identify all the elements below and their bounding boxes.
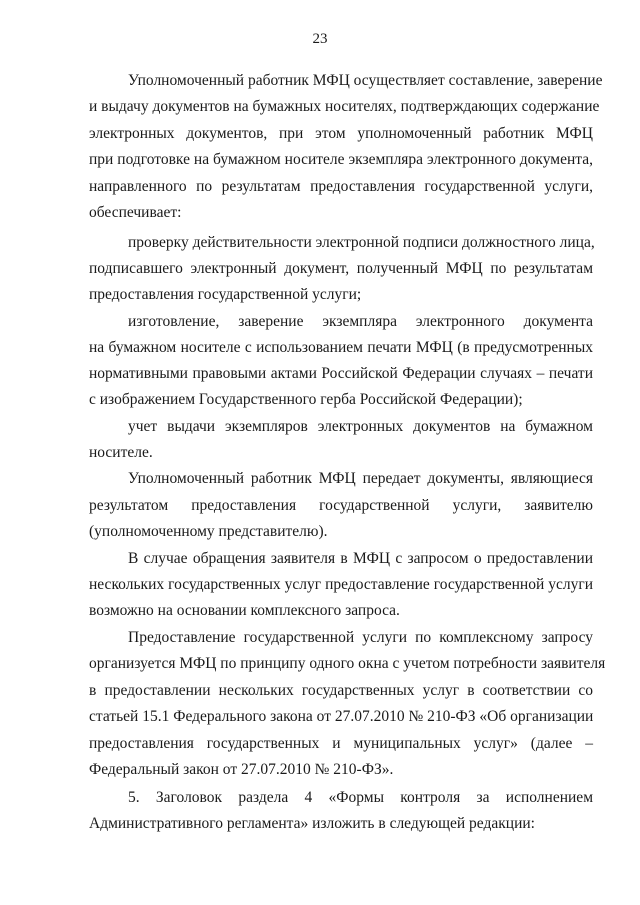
text-line: проверку действительности электронной подписи должностного лица, xyxy=(128,234,595,251)
text-line: предоставления государственной услуги; xyxy=(89,286,362,303)
text-line: с изображением Государственного герба Российской Федерации); xyxy=(89,391,523,408)
text-line: Уполномоченный работник МФЦ передает документы, являющиеся xyxy=(128,470,593,487)
text-line: Административного регламента» изложить в следующей редакции: xyxy=(89,815,535,832)
text-line: В случае обращения заявителя в МФЦ с запросом о предоставлении xyxy=(128,550,593,567)
text-line: статьей 15.1 Федерального закона от 27.07.2010 № 210-ФЗ «Об организации xyxy=(89,708,594,725)
text-line: нормативными правовыми актами Российской Федерации случаях – печати xyxy=(89,365,593,382)
text-line: предоставления государственных и муниципальных услуг» (далее – xyxy=(89,735,593,752)
text-line: при подготовке на бумажном носителе экземпляра электронного документа, xyxy=(89,151,593,168)
text-line: организуется МФЦ по принципу одного окна с учетом потребности заявителя xyxy=(89,655,606,672)
text-line: обеспечивает: xyxy=(89,204,182,221)
text-line: возможно на основании комплексного запроса. xyxy=(89,602,400,619)
text-line: результатом предоставления государственной услуги, заявителю xyxy=(89,497,593,514)
text-line: 5. Заголовок раздела 4 «Формы контроля за исполнением xyxy=(128,789,593,806)
text-line: и выдачу документов на бумажных носителях, подтверждающих содержание xyxy=(89,98,600,115)
text-line: подписавшего электронный документ, полученный МФЦ по результатам xyxy=(89,260,593,277)
text-line: (уполномоченному представителю). xyxy=(89,523,328,540)
text-line: носителе. xyxy=(89,444,153,461)
text-line: Уполномоченный работник МФЦ осуществляет составление, заверение xyxy=(128,72,603,89)
text-line: изготовление, заверение экземпляра электронного документа xyxy=(128,313,593,330)
text-line: учет выдачи экземпляров электронных документов на бумажном xyxy=(128,418,593,435)
text-line: Федеральный закон от 27.07.2010 № 210-ФЗ». xyxy=(89,761,394,778)
text-line: Предоставление государственной услуги по комплексному запросу xyxy=(128,629,593,646)
text-line: направленного по результатам предоставления государственной услуги, xyxy=(89,178,593,195)
page-number: 23 xyxy=(312,31,328,47)
text-line: нескольких государственных услуг предоставление государственной услуги xyxy=(89,576,593,593)
text-line: в предоставлении нескольких государственных услуг в соответствии со xyxy=(89,682,593,699)
text-line: электронных документов, при этом уполномоченный работник МФЦ xyxy=(89,125,593,142)
text-line: на бумажном носителе с использованием печати МФЦ (в предусмотренных xyxy=(89,339,593,356)
